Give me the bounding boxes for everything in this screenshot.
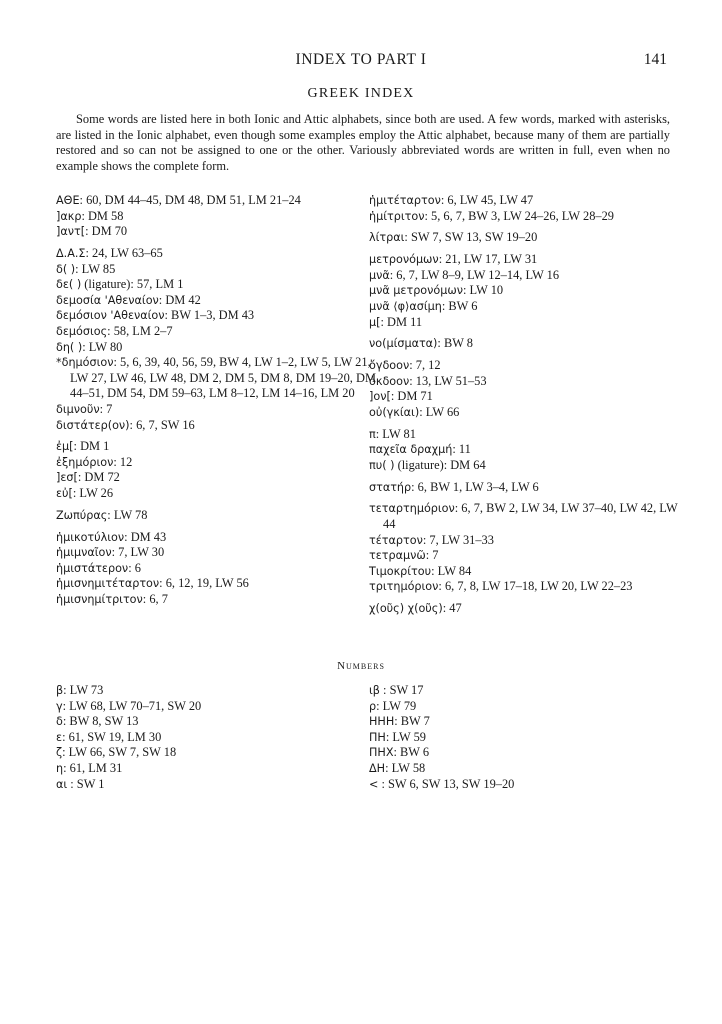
entry-headword: < <box>369 777 379 791</box>
index-entry <box>369 230 679 246</box>
entry-references: : 6, BW 1, LW 3–4, LW 6 <box>411 479 539 494</box>
numbers-heading: Numbers <box>337 660 385 672</box>
entry-headword: δεμόσιος <box>56 324 108 338</box>
index-entry <box>369 777 679 793</box>
entry-headword: ὄγδοον <box>369 359 410 373</box>
entry-headword: ιβ <box>369 684 380 697</box>
entry-headword: ἡμισνημίτριτον <box>56 593 143 606</box>
index-entry <box>369 283 679 299</box>
entry-headword: αι <box>56 777 68 791</box>
index-entry <box>56 246 376 262</box>
index-entry <box>56 340 376 356</box>
index-entry <box>56 699 376 715</box>
entry-headword: χ(οῦς) χ(οῦς) <box>369 602 443 616</box>
index-entry <box>56 277 376 293</box>
index-entry <box>369 548 679 564</box>
entry-references: : BW 6 <box>441 298 478 313</box>
entry-headword: ἡμίτριτον <box>369 209 425 223</box>
index-group <box>369 358 679 420</box>
entry-headword: μετρονόμων <box>369 253 439 267</box>
index-entry <box>56 324 376 340</box>
index-entry <box>56 418 376 434</box>
index-entry <box>56 308 376 324</box>
entry-headword: ΔΗ <box>369 761 386 775</box>
index-entry <box>369 458 679 474</box>
index-entry <box>56 439 376 455</box>
index-entry <box>56 561 376 577</box>
entry-references: : LW 84 <box>431 563 472 578</box>
index-entry <box>369 389 679 405</box>
index-entry <box>56 224 376 240</box>
entry-headword: παχεῖα δραχμή <box>369 443 453 457</box>
entry-references: : DM 72 <box>77 470 120 485</box>
entry-references: : 5, 6, 7, BW 3, LW 24–26, LW 28–29 <box>424 208 614 223</box>
index-entry <box>56 193 376 209</box>
entry-references: : 60, DM 44–45, DM 48, DM 51, LM 21–24 <box>79 193 301 207</box>
entry-headword: ὀκδοον <box>369 374 410 388</box>
entry-references: : LW 58 <box>385 760 426 775</box>
entry-headword: μνᾶ ⟨φ⟩ασίμη <box>369 299 442 313</box>
index-entry <box>56 776 379 793</box>
entry-headword: Τιμοκρίτου <box>369 564 432 578</box>
entry-references: : BW 8 <box>437 336 473 351</box>
entry-headword: δ <box>56 715 63 729</box>
index-entry <box>56 455 376 471</box>
index-entry <box>369 699 679 715</box>
entry-references: : 6, 7 <box>142 592 168 606</box>
entry-headword: ἡμικοτύλιον <box>56 530 125 544</box>
entry-headword: τεταρτημόριον <box>369 502 455 516</box>
entry-headword: τετραμνῶ <box>369 549 426 563</box>
entry-headword: λίτραι <box>369 231 405 245</box>
index-entry <box>56 530 376 546</box>
entry-headword: ΠΗ <box>369 730 386 744</box>
numbers-right-column <box>369 683 679 792</box>
index-entry <box>56 262 376 278</box>
entry-headword: π <box>369 427 376 441</box>
entry-references: : BW 7 <box>394 714 430 729</box>
entry-headword: δε( ) <box>56 278 82 292</box>
index-entry <box>56 508 376 524</box>
index-entry <box>369 315 679 331</box>
index-entry <box>369 761 679 777</box>
entry-references: : LW 85 <box>75 261 116 276</box>
entry-references: : DM 43 <box>124 529 167 544</box>
entry-headword: β <box>56 684 64 697</box>
entry-headword: διμνοῦν <box>56 402 100 416</box>
entry-headword: ΑΘΕ <box>56 194 80 207</box>
index-entry <box>369 601 679 617</box>
index-entry <box>369 714 679 730</box>
entry-headword: ἡμιστάτερον <box>56 561 129 575</box>
index-entry <box>369 193 679 209</box>
entry-references: : SW 6, SW 13, SW 19–20 <box>378 776 515 791</box>
entry-references: : 7 <box>425 548 439 563</box>
index-entry <box>56 592 376 608</box>
entry-headword: Δ.Α.Σ <box>56 246 86 260</box>
intro-paragraph <box>56 112 670 175</box>
entry-references: : LW 66, SW 7, SW 18 <box>62 745 177 760</box>
index-group <box>369 501 679 595</box>
index-entry <box>369 299 679 315</box>
entry-references: : 6, LW 45, LW 47 <box>440 193 534 207</box>
index-entry <box>369 501 679 532</box>
entry-headword: στατήρ <box>369 480 412 494</box>
entry-references: : SW 17 <box>379 683 424 697</box>
entry-headword: δ( ) <box>56 262 76 276</box>
entry-headword: Ζωπύρας <box>56 508 108 522</box>
index-entry <box>56 355 376 402</box>
entry-headword: μνᾶ μετρονόμων <box>369 284 463 298</box>
entry-references: : LW 73 <box>63 683 104 697</box>
intro-text: Some words are listed here in both Ionic and Attic alphabets, since both are used. A few words, marked with asterisks, are listed in the Ionic alphabet, even though some examples employ the Attic alphabet, because many of them are partially restored and so can not be assigned to one or the other. Variously abbreviated words are written in full, even when no example shows the complete form. <box>56 112 670 174</box>
entry-references: : 21, LW 17, LW 31 <box>438 252 538 267</box>
entry-references: : LW 80 <box>82 339 123 354</box>
index-group <box>369 252 679 330</box>
entry-references: : 61, LM 31 <box>63 760 123 775</box>
entry-references: : DM 11 <box>380 314 423 329</box>
index-entry <box>369 533 679 549</box>
index-entry <box>369 579 679 595</box>
index-group <box>369 427 679 474</box>
entry-headword: ρ <box>369 699 377 713</box>
entry-references: : 7, LW 30 <box>111 545 165 560</box>
entry-headword: τέταρτον <box>369 533 423 547</box>
index-entry <box>369 480 679 496</box>
entry-references: : 7, LW 31–33 <box>422 532 494 547</box>
entry-references: : 6, 7, BW 2, LW 34, LW 37–40, LW 42, LW 44 <box>383 501 678 531</box>
index-entry <box>369 745 679 761</box>
section-title: GREEK INDEX <box>307 86 415 101</box>
index-entry <box>369 209 679 225</box>
entry-references: : 7, 12 <box>409 358 441 373</box>
index-group <box>369 601 679 617</box>
entry-references: : 6, 7, LW 8–9, LW 12–14, LW 16 <box>389 267 560 282</box>
entry-references: : 61, SW 19, LM 30 <box>62 729 162 744</box>
index-entry <box>369 374 679 390</box>
entry-headword: μ[ <box>369 315 381 329</box>
index-entry <box>56 730 376 746</box>
entry-references: : 58, LM 2–7 <box>107 323 173 338</box>
entry-references: : 6, 12, 19, LW 56 <box>159 576 249 591</box>
entry-headword: ]εσ[ <box>56 471 78 485</box>
entry-headword: γ <box>56 699 63 713</box>
index-entry <box>369 427 679 443</box>
index-entry <box>369 405 679 421</box>
entry-headword: ΠΗΧ <box>369 746 394 760</box>
index-entry <box>56 470 376 486</box>
entry-references: : LW 66 <box>419 404 460 419</box>
index-group <box>56 439 376 501</box>
entry-references: (ligature): 57, LM 1 <box>81 277 184 292</box>
entry-references: : SW 1 <box>67 776 105 791</box>
entry-references: : LW 10 <box>462 283 504 298</box>
index-entry <box>369 442 679 458</box>
entry-references: : BW 1–3, DM 43 <box>164 308 255 323</box>
page-header <box>0 49 722 71</box>
index-entry <box>369 252 679 268</box>
index-entry <box>56 576 376 592</box>
entry-references: : LW 68, LW 70–71, SW 20 <box>62 698 202 713</box>
index-entry <box>56 714 376 730</box>
entry-references: : 12 <box>113 454 133 469</box>
index-entry <box>369 358 679 374</box>
entry-references: : 24, LW 63–65 <box>85 245 163 260</box>
entry-references: : 6, 7, SW 16 <box>129 417 195 432</box>
index-entry <box>56 402 376 418</box>
index-entry <box>369 683 679 699</box>
index-entry <box>56 209 376 225</box>
index-group <box>369 230 679 246</box>
entry-headword: οὐ(γκίαι) <box>369 405 420 419</box>
entry-headword: ε <box>56 730 63 744</box>
index-left-column <box>56 193 376 614</box>
entry-references: : 6 <box>128 560 141 575</box>
index-group <box>56 193 376 240</box>
entry-headword: ἐμ[ <box>56 440 74 454</box>
entry-references: : DM 42 <box>158 292 201 307</box>
index-entry <box>56 486 376 502</box>
index-group <box>56 508 376 524</box>
entry-headword: ζ <box>56 746 63 760</box>
index-entry <box>369 564 679 580</box>
index-entry <box>56 293 376 309</box>
index-group <box>56 530 376 608</box>
index-right-column <box>369 193 679 623</box>
entry-headword: ]αντ[ <box>56 225 86 239</box>
entry-headword: *δημόσιον <box>56 356 114 370</box>
entry-headword: δη( ) <box>56 340 83 354</box>
entry-headword: ]ακρ <box>56 209 82 223</box>
entry-references: : LW 78 <box>107 507 148 522</box>
entry-references: : LW 81 <box>375 426 416 441</box>
entry-headword: ἡμιμναῖον <box>56 546 112 560</box>
entry-headword: η <box>56 761 64 775</box>
index-group <box>369 193 679 224</box>
entry-headword: τριτημόριον <box>369 580 439 594</box>
entry-headword: νο(μίσματα) <box>369 337 438 351</box>
entry-headword: ]ον[ <box>369 390 391 404</box>
index-entry <box>369 336 679 352</box>
page-number: 141 <box>643 51 667 68</box>
index-entry <box>56 545 376 561</box>
index-group <box>369 336 679 352</box>
entry-headword: δεμοσία 'Αθεναίον <box>56 293 159 307</box>
entry-references: : BW 8, SW 13 <box>62 714 139 729</box>
entry-references: : 5, 6, 39, 40, 56, 59, BW 4, LW 1–2, LW 5, LW 21, LW 27, LW 46, LW 48, DM 2, DM 5, DM 8, DM 19–20, DM 44–51, DM 54, DM 59–63, LM 8–12, LM 14–16, LM 20 <box>70 355 376 401</box>
entry-headword: διστάτερ(ον) <box>56 418 130 432</box>
entry-references: : SW 7, SW 13, SW 19–20 <box>404 230 538 245</box>
index-entry <box>369 730 679 746</box>
entry-references: : 11 <box>452 442 471 457</box>
entry-headword: πυ( ) <box>369 458 395 472</box>
entry-headword: εὐ[ <box>56 487 73 501</box>
entry-references: : DM 70 <box>85 224 128 239</box>
entry-references: (ligature): DM 64 <box>394 457 486 472</box>
entry-references: : DM 71 <box>390 389 433 404</box>
entry-headword: ΗΗΗ <box>369 715 395 729</box>
entry-references: : 6, 7, 8, LW 17–18, LW 20, LW 22–23 <box>438 579 633 594</box>
entry-references: : 7 <box>99 401 113 416</box>
running-title: INDEX TO PART I <box>295 51 427 68</box>
entry-references: : LW 79 <box>376 698 417 713</box>
entry-references: : LW 26 <box>72 486 114 501</box>
index-entry <box>56 683 376 699</box>
entry-headword: ἐξημόριον <box>56 455 114 469</box>
index-group <box>369 480 679 496</box>
entry-references: : LW 59 <box>385 729 426 744</box>
index-entry <box>56 745 376 761</box>
entry-headword: ἡμισνημιτέταρτον <box>56 577 160 591</box>
entry-references: : DM 1 <box>73 439 110 454</box>
entry-headword: δεμόσιον 'Αθεναίον <box>56 309 165 323</box>
entry-headword: μνᾶ <box>369 268 390 282</box>
entry-references: : 47 <box>442 601 462 616</box>
entry-references: : 13, LW 51–53 <box>409 373 487 388</box>
index-entry <box>56 761 376 777</box>
entry-references: : DM 58 <box>81 208 124 223</box>
entry-headword: ἡμιτέταρτον <box>369 194 441 207</box>
index-entry <box>369 268 679 284</box>
entry-references: : BW 6 <box>393 745 430 760</box>
index-group <box>56 246 376 433</box>
